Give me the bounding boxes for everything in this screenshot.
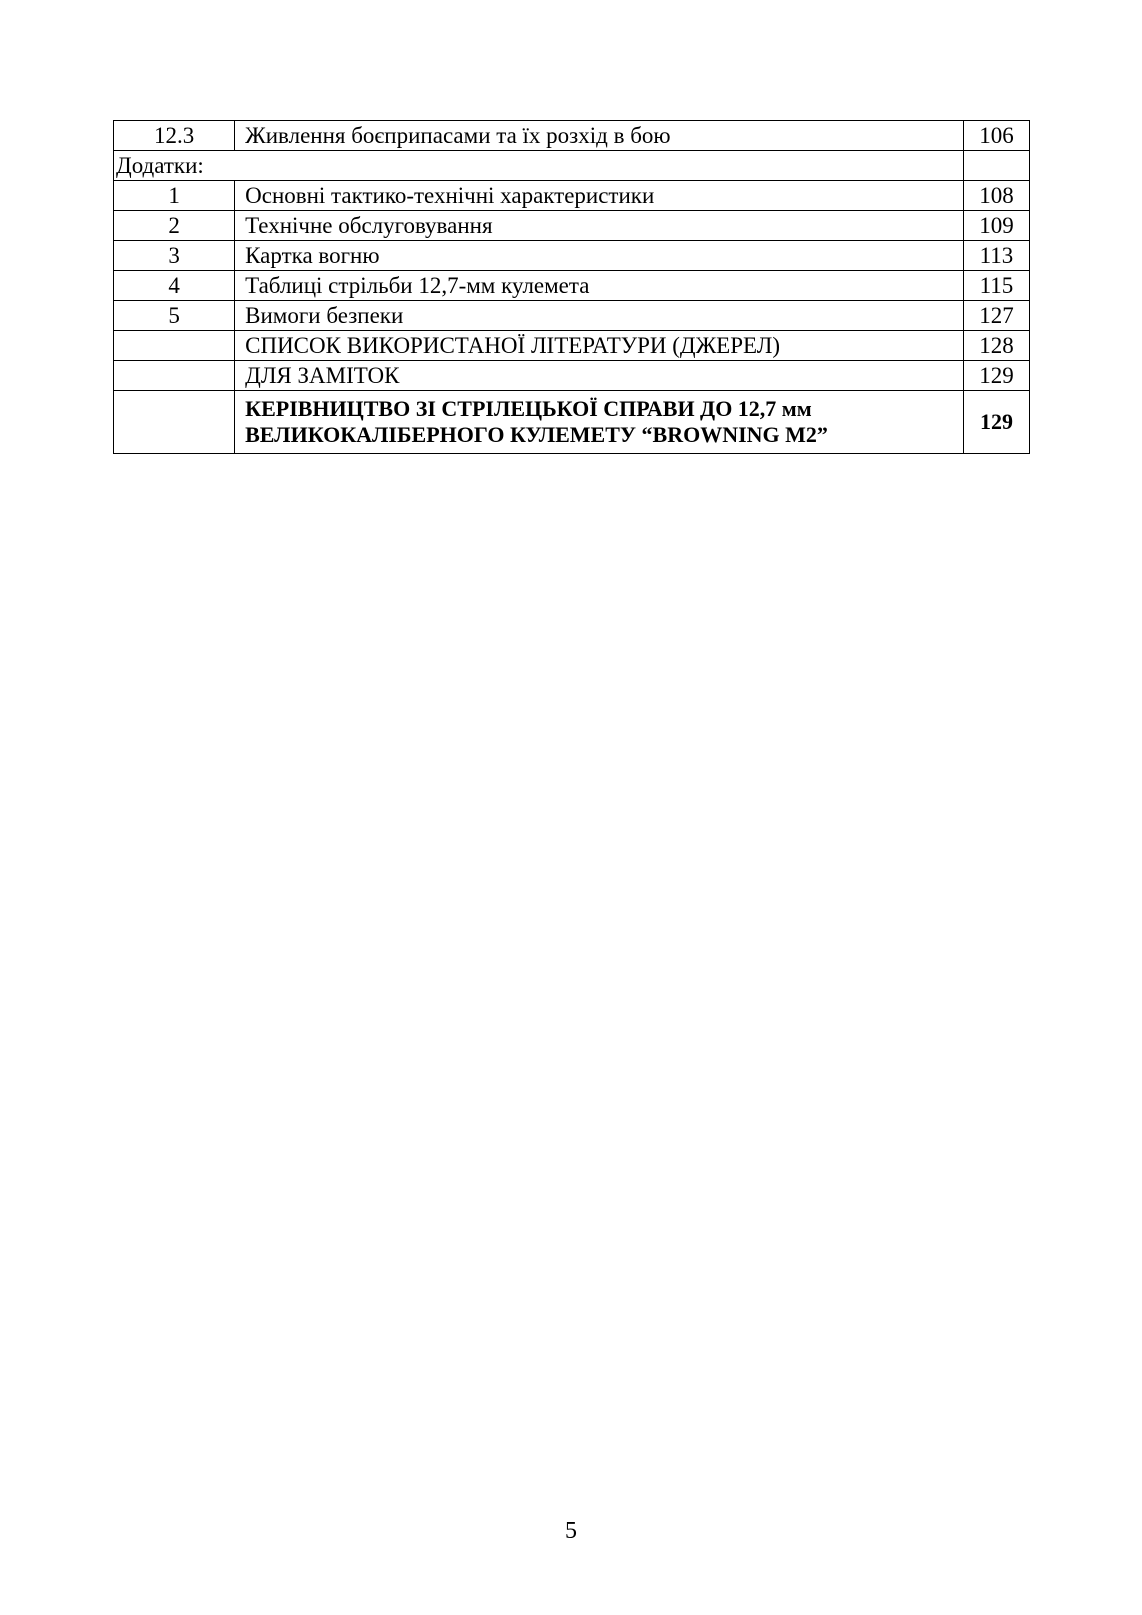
table-row [114,301,1030,331]
toc-row-title: КЕРІВНИЦТВО ЗІ СТРІЛЕЦЬКОЇ СПРАВИ ДО 12,7 мм ВЕЛИКОКАЛІБЕРНОГО КУЛЕМЕТУ “BROWNING M2” [235,391,964,454]
toc-row-page: 129 [963,391,1029,454]
toc-row-page: 109 [963,211,1029,241]
toc-section-heading: Додатки: [114,151,964,181]
toc-row-page: 129 [963,361,1029,391]
toc-row-page: 108 [963,181,1029,211]
toc-row-number: 4 [114,271,235,301]
table-row [114,121,1030,151]
table-row [114,391,1030,454]
table-row [114,331,1030,361]
toc-row-page: 113 [963,241,1029,271]
toc-row-number [114,391,235,454]
toc-row-title: Таблиці стрільби 12,7-мм кулемета [235,271,964,301]
toc-row-page [963,151,1029,181]
toc-row-title: Основні тактико-технічні характеристики [235,181,964,211]
toc-row-number: 3 [114,241,235,271]
page-number: 5 [565,1518,577,1544]
toc-row-title: ДЛЯ ЗАМІТОК [235,361,964,391]
table-of-contents [113,120,1030,454]
toc-row-title: СПИСОК ВИКОРИСТАНОЇ ЛІТЕРАТУРИ (ДЖЕРЕЛ) [235,331,964,361]
toc-row-number: 12.3 [114,121,235,151]
toc-row-number [114,331,235,361]
table-row [114,361,1030,391]
toc-row-number [114,361,235,391]
toc-row-page: 115 [963,271,1029,301]
table-row [114,151,1030,181]
toc-row-title: Живлення боєприпасами та їх розхід в бою [235,121,964,151]
toc-row-page: 128 [963,331,1029,361]
table-row [114,241,1030,271]
toc-row-page: 106 [963,121,1029,151]
toc-row-title: Технічне обслуговування [235,211,964,241]
toc-row-page: 127 [963,301,1029,331]
toc-row-title: Картка вогню [235,241,964,271]
toc-row-number: 5 [114,301,235,331]
table-row [114,211,1030,241]
toc-row-number: 2 [114,211,235,241]
toc-row-number: 1 [114,181,235,211]
table-row [114,271,1030,301]
toc-row-title: Вимоги безпеки [235,301,964,331]
table-row [114,181,1030,211]
